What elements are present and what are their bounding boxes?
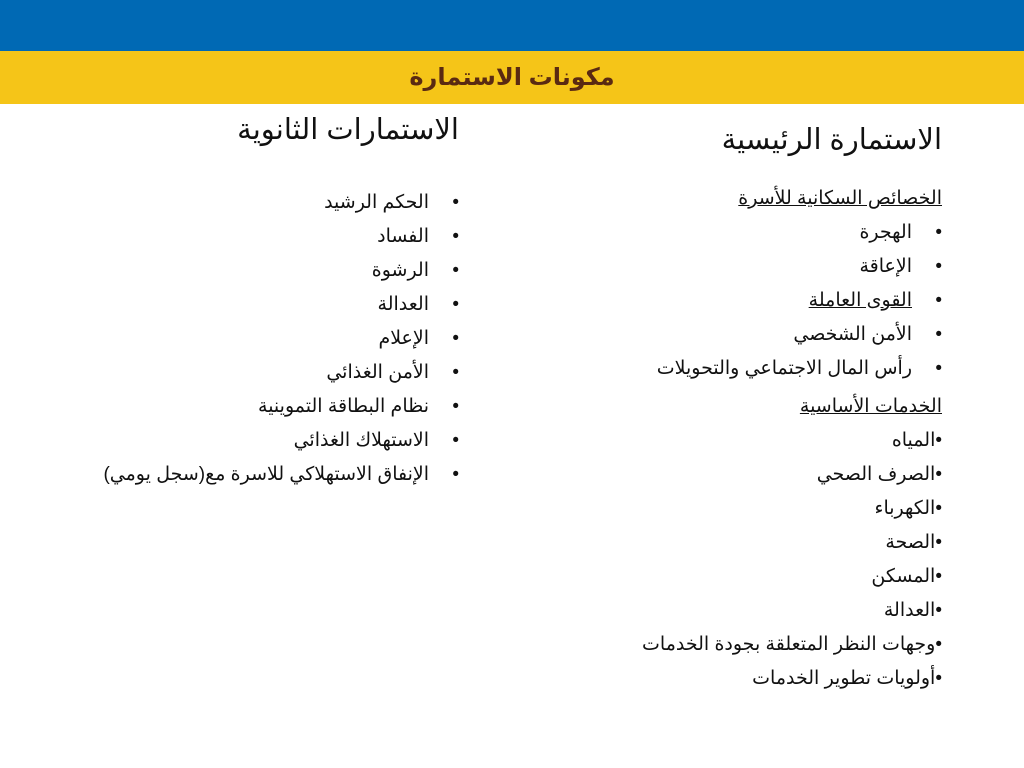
title-band <box>0 51 1024 104</box>
list-item: • الهجرة <box>542 216 942 250</box>
list-item: • الإعاقة <box>542 250 942 284</box>
list-item: • الصرف الصحي <box>542 458 942 492</box>
list-item: • الصحة <box>542 526 942 560</box>
section-heading-basic-services: الخدمات الأساسية <box>799 395 942 417</box>
slide-title: مكونات الاستمارة <box>409 64 615 91</box>
list-item: • وجهات النظر المتعلقة بجودة الخدمات <box>542 628 942 662</box>
list-item: • المسكن <box>542 560 942 594</box>
top-blue-band <box>0 0 1024 51</box>
list-item: • القوى العاملة <box>542 284 942 318</box>
list-item: • الحكم الرشيد <box>79 186 459 220</box>
list-item: • الفساد <box>79 220 459 254</box>
list-item: • الإنفاق الاستهلاكي للاسرة مع(سجل يومي) <box>79 458 459 492</box>
list-item: • الاستهلاك الغذائي <box>79 424 459 458</box>
basic-services-list <box>542 424 942 696</box>
list-item: • أولويات تطوير الخدمات <box>542 662 942 696</box>
list-item: • العدالة <box>79 288 459 322</box>
list-item: • رأس المال الاجتماعي والتحويلات <box>542 352 942 386</box>
secondary-forms-list <box>79 186 459 492</box>
secondary-forms-heading: الاستمارات الثانوية <box>237 114 459 146</box>
list-item: • الإعلام <box>79 322 459 356</box>
secondary-forms-column <box>79 112 459 492</box>
main-form-column <box>542 122 942 696</box>
list-item: • نظام البطاقة التموينية <box>79 390 459 424</box>
list-item: • المياه <box>542 424 942 458</box>
list-item: • الكهرباء <box>542 492 942 526</box>
section-heading-demographics: الخصائص السكانية للأسرة <box>738 187 942 209</box>
list-item: • الرشوة <box>79 254 459 288</box>
list-item: • العدالة <box>542 594 942 628</box>
list-item: • الأمن الشخصي <box>542 318 942 352</box>
demographics-list <box>542 216 942 386</box>
list-item: • الأمن الغذائي <box>79 356 459 390</box>
main-form-heading: الاستمارة الرئيسية <box>721 124 942 156</box>
